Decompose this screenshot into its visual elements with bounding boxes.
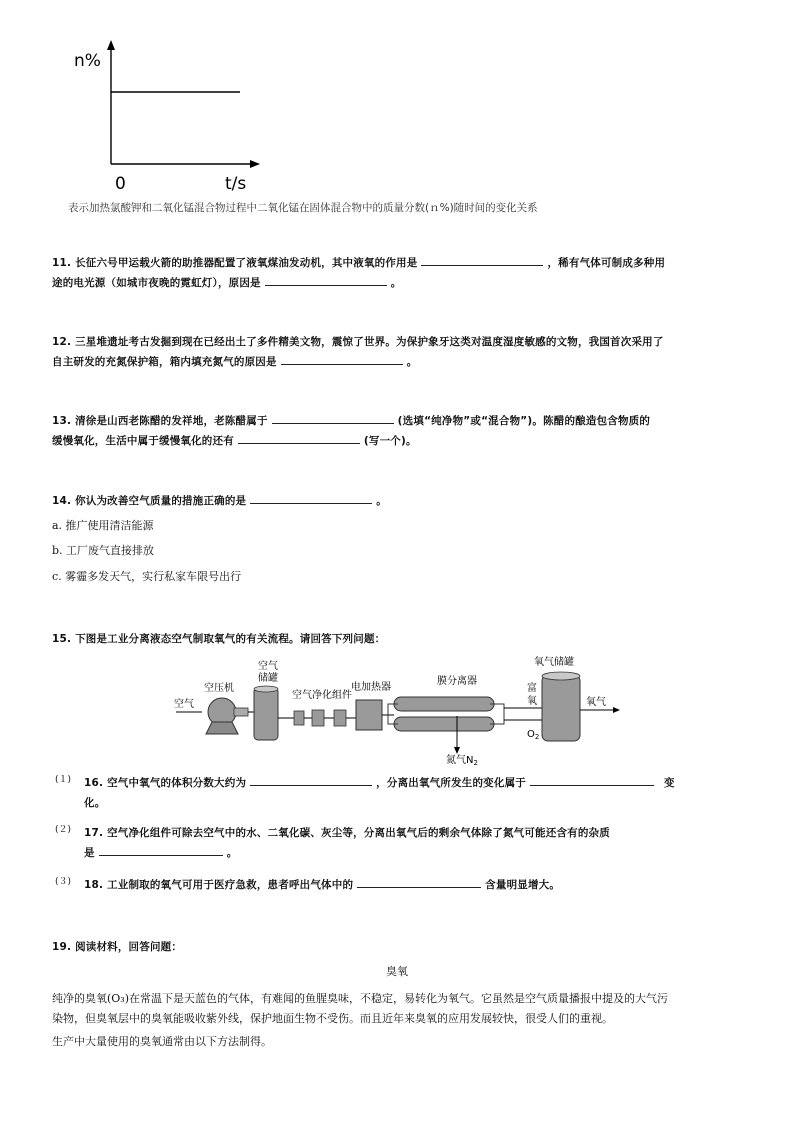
q17-text-3: 。 (226, 847, 238, 859)
q13-text-2: (选填“纯净物”或“混合物”)。陈醋的酿造包含物质的 (397, 415, 651, 427)
q17-number: 17. (84, 827, 104, 839)
oxygen-process-diagram (170, 650, 630, 770)
q14-number: 14. (52, 495, 72, 507)
q16-text-4: 化。 (84, 797, 106, 809)
o2-formula: $O_2$ (527, 729, 540, 741)
q12-blank[interactable] (281, 353, 403, 365)
q11-blank-1[interactable] (421, 254, 543, 266)
question-14 (52, 491, 752, 511)
q14-option-a: a. 推广使用清洁能源 (52, 519, 154, 532)
q15-text: 下图是工业分离液态空气制取氧气的有关流程。请回答下列问题： (75, 633, 386, 645)
q16-text: 空气中氧气的体积分数大约为 (107, 777, 247, 789)
question-17 (84, 823, 744, 863)
question-11 (52, 253, 752, 293)
q14-blank[interactable] (250, 492, 372, 504)
question-19 (52, 937, 752, 957)
x-axis-arrow (250, 160, 260, 168)
reading-line-2: 染物，但臭氧层中的臭氧能吸收紫外线，保护地面生物不受伤。而且近年来臭氧的应用发展较快，很受人们的重视。 (52, 1012, 613, 1025)
q18-number: 18. (84, 879, 104, 891)
compressor-base (206, 722, 238, 734)
sub-label-3: (３) (55, 877, 72, 887)
q11-blank-2[interactable] (265, 274, 387, 286)
y-axis-label: n% (74, 51, 101, 71)
q14-option-b: b. 工厂废气直接排放 (52, 544, 155, 557)
q17-text: 空气净化组件可除去空气中的水、二氧化碳、灰尘等，分离出氧气后的剩余气体除了氮气可能还含有的杂质 (107, 827, 610, 839)
air-tank-top (254, 686, 278, 692)
q16-number: 16. (84, 777, 104, 789)
q16-blank-2[interactable] (530, 774, 654, 786)
reading-line-1: 纯净的臭氧(O₃)在常温下是天蓝色的气体，有难闻的鱼腥臭味，不稳定，易转化为氧气。它虽然是空气质量播报中提及的大气污 (52, 992, 669, 1005)
mass-fraction-graph (60, 36, 280, 196)
q12-number: 12. (52, 336, 72, 348)
heater-label: 电加热器 (351, 682, 391, 693)
q19-text: 阅读材料，回答问题： (75, 941, 183, 953)
origin-label: 0 (115, 174, 126, 194)
q11-text-3: 途的电光源（如城市夜晚的霓虹灯），原因是 (52, 277, 261, 289)
q18-blank[interactable] (357, 876, 481, 888)
question-16 (84, 773, 744, 813)
question-18 (84, 875, 744, 895)
q18-text: 工业制取的氧气可用于医疗急救，患者呼出气体中的 (107, 879, 354, 891)
purifier-unit-2 (312, 710, 324, 726)
x-axis-label: t/s (225, 174, 247, 194)
q12-text-3: 。 (406, 356, 418, 368)
purifier-unit-3 (334, 710, 346, 726)
q18-text-2: 含量明显增大。 (485, 879, 561, 891)
nitrogen-label: 氮气$N_2$ (446, 755, 478, 767)
reading-paragraph-1 (52, 989, 752, 1029)
q11-text-2: ，稀有气体可制成多种用 (547, 257, 666, 269)
q15-number: 15. (52, 633, 72, 645)
sub-label-1: (１) (55, 775, 72, 785)
air-in-label: 空气 (174, 699, 194, 710)
q13-blank-1[interactable] (272, 412, 394, 424)
q11-number: 11. (52, 257, 72, 269)
o2-tank (542, 675, 580, 741)
q13-text-3: 缓慢氧化，生活中属于缓慢氧化的还有 (52, 435, 234, 447)
o2-tank-label: 氧气储罐 (534, 657, 574, 668)
purifier-label: 空气净化组件 (292, 690, 352, 701)
sub-label-2: (２) (55, 825, 72, 835)
compressor-label: 空压机 (204, 683, 234, 694)
q14-text: 你认为改善空气质量的措施正确的是 (75, 495, 247, 507)
q14-text-2: 。 (376, 495, 387, 507)
oxygen-rich-label-2: 氧 (527, 696, 537, 707)
q12-text: 三星堆遗址考古发掘到现在已经出土了多件精美文物，震惊了世界。为保护象牙这类对温度湿度敏感的文物，我国首次采用了 (75, 336, 664, 348)
nitrogen-arrow-head (454, 747, 460, 754)
reading-paragraph-2: 生产中大量使用的臭氧通常由以下方法制得。 (52, 1035, 272, 1048)
q19-number: 19. (52, 941, 72, 953)
question-13 (52, 411, 752, 451)
membrane-pipe-bottom (394, 717, 494, 731)
q14-option-c: c. 雾霾多发天气，实行私家车限号出行 (52, 570, 242, 583)
q11-text: 长征六号甲运载火箭的助推器配置了液氧煤油发动机，其中液氧的作用是 (75, 257, 418, 269)
q13-text-4: (写一个)。 (363, 435, 417, 447)
oxygen-rich-label-1: 富 (527, 683, 537, 694)
air-tank-label-2: 储罐 (258, 673, 278, 684)
q11-text-4: 。 (390, 277, 402, 289)
reading-title: 臭氧 (386, 965, 408, 978)
graph-caption: 表示加热氯酸钾和二氧化锰混合物过程中二氧化锰在固体混合物中的质量分数(ｎ%)随时间的变化关系 (68, 202, 538, 214)
oxygen-out-label: 氧气 (586, 697, 606, 708)
o2-tank-top (542, 672, 580, 680)
q12-text-2: 自主研发的充氮保护箱，箱内填充氮气的原因是 (52, 356, 277, 368)
compressor-outlet (234, 708, 248, 716)
air-tank (254, 688, 278, 740)
air-tank-label-1: 空气 (258, 661, 278, 672)
question-15 (52, 629, 752, 649)
membrane-label: 膜分离器 (437, 676, 477, 687)
q13-text: 清徐是山西老陈醋的发祥地，老陈醋属于 (75, 415, 268, 427)
q13-number: 13. (52, 415, 72, 427)
membrane-pipe-top (394, 697, 494, 711)
q16-text-3: 变 (663, 777, 675, 789)
q17-blank[interactable] (99, 844, 223, 856)
question-12 (52, 332, 752, 372)
q13-blank-2[interactable] (238, 432, 360, 444)
q16-blank-1[interactable] (250, 774, 372, 786)
purifier-unit-1 (294, 711, 304, 725)
oxygen-out-arrow-head (613, 707, 620, 713)
q16-text-2: ，分离出氧气所发生的变化属于 (376, 777, 526, 789)
q17-text-2: 是 (84, 847, 95, 859)
heater (356, 700, 382, 730)
y-axis-arrow (107, 40, 115, 50)
